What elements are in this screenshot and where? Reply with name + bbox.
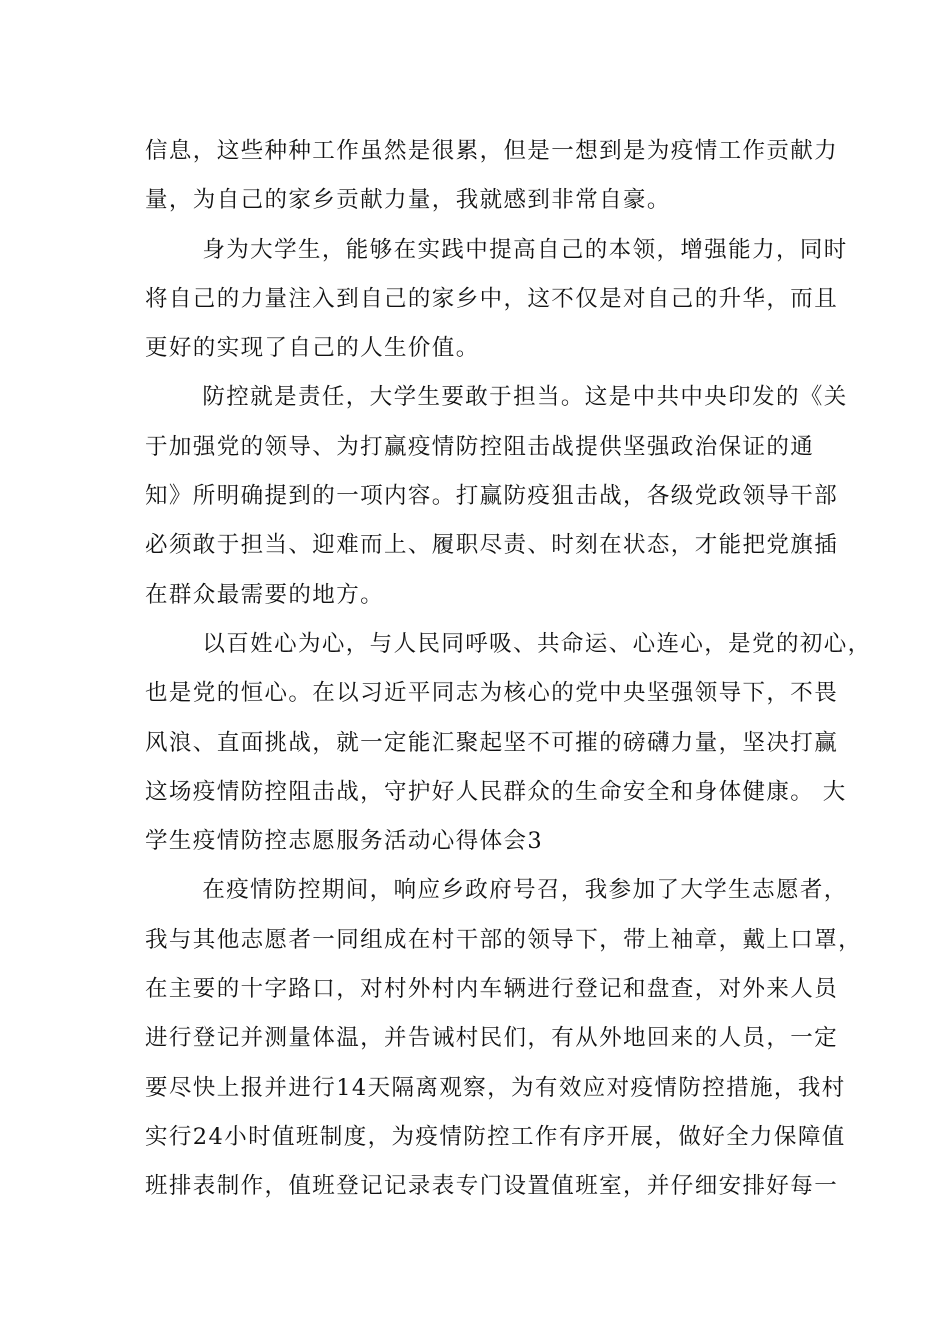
- text-line: 我与其他志愿者一同组成在村干部的领导下，带上袖章，戴上口罩，: [145, 926, 863, 953]
- text-line: 风浪、直面挑战，就一定能汇聚起坚不可摧的磅礴力量，坚决打赢: [145, 729, 839, 756]
- text-line: 信息，这些种种工作虽然是很累，但是一想到是为疫情工作贡献力: [145, 138, 839, 164]
- text-line: 学生疫情防控志愿服务活动心得体会3: [145, 828, 544, 855]
- text-line: 也是党的恒心。在以习近平同志为核心的党中央坚强领导下，不畏: [145, 680, 839, 707]
- text-line: 在疫情防控期间，响应乡政府号召，我参加了大学生志愿者，: [202, 877, 848, 904]
- text-line: 量，为自己的家乡贡献力量，我就感到非常自豪。: [145, 187, 671, 214]
- text-line: 在主要的十字路口，对村外村内车辆进行登记和盘查，对外来人员: [145, 976, 839, 1003]
- text-line: 进行登记并测量体温，并告诫村民们，有从外地回来的人员，一定: [145, 1025, 839, 1052]
- text-line: 身为大学生，能够在实践中提高自己的本领，增强能力，同时: [202, 236, 848, 263]
- text-line: 于加强党的领导、为打赢疫情防控阻击战提供坚强政治保证的通: [145, 433, 815, 460]
- text-line: 在群众最需要的地方。: [145, 581, 385, 608]
- text-line: 防控就是责任，大学生要敢于担当。这是中共中央印发的《关: [202, 384, 848, 411]
- text-line: 更好的实现了自己的人生价值。: [145, 335, 480, 362]
- text-line: 将自己的力量注入到自己的家乡中，这不仅是对自己的升华，而且: [145, 285, 839, 312]
- text-line: 知》所明确提到的一项内容。打赢防疫狙击战，各级党政领导干部: [145, 483, 839, 510]
- paragraph-5: [145, 866, 863, 1211]
- text-line: 要尽快上报并进行14天隔离观察，为有效应对疫情防控措施，我村: [145, 1074, 846, 1101]
- text-line: 实行24小时值班制度，为疫情防控工作有序开展，做好全力保障值: [145, 1123, 846, 1150]
- text-line: 必须敢于担当、迎难而上、履职尽责、时刻在状态，才能把党旗插: [145, 532, 839, 559]
- text-line: 这场疫情防控阻击战，守护好人民群众的生命安全和身体健康。 大: [145, 778, 847, 805]
- paragraph-4: [145, 620, 872, 866]
- text-line: 班排表制作，值班登记记录表专门设置值班室，并仔细安排好每一: [145, 1173, 839, 1200]
- document-body: [145, 127, 872, 1212]
- paragraph-2: [145, 226, 848, 374]
- paragraph-1: [145, 127, 839, 226]
- text-line: 以百姓心为心，与人民同呼吸、共命运、心连心，是党的初心，: [202, 630, 872, 657]
- paragraph-3: [145, 373, 848, 619]
